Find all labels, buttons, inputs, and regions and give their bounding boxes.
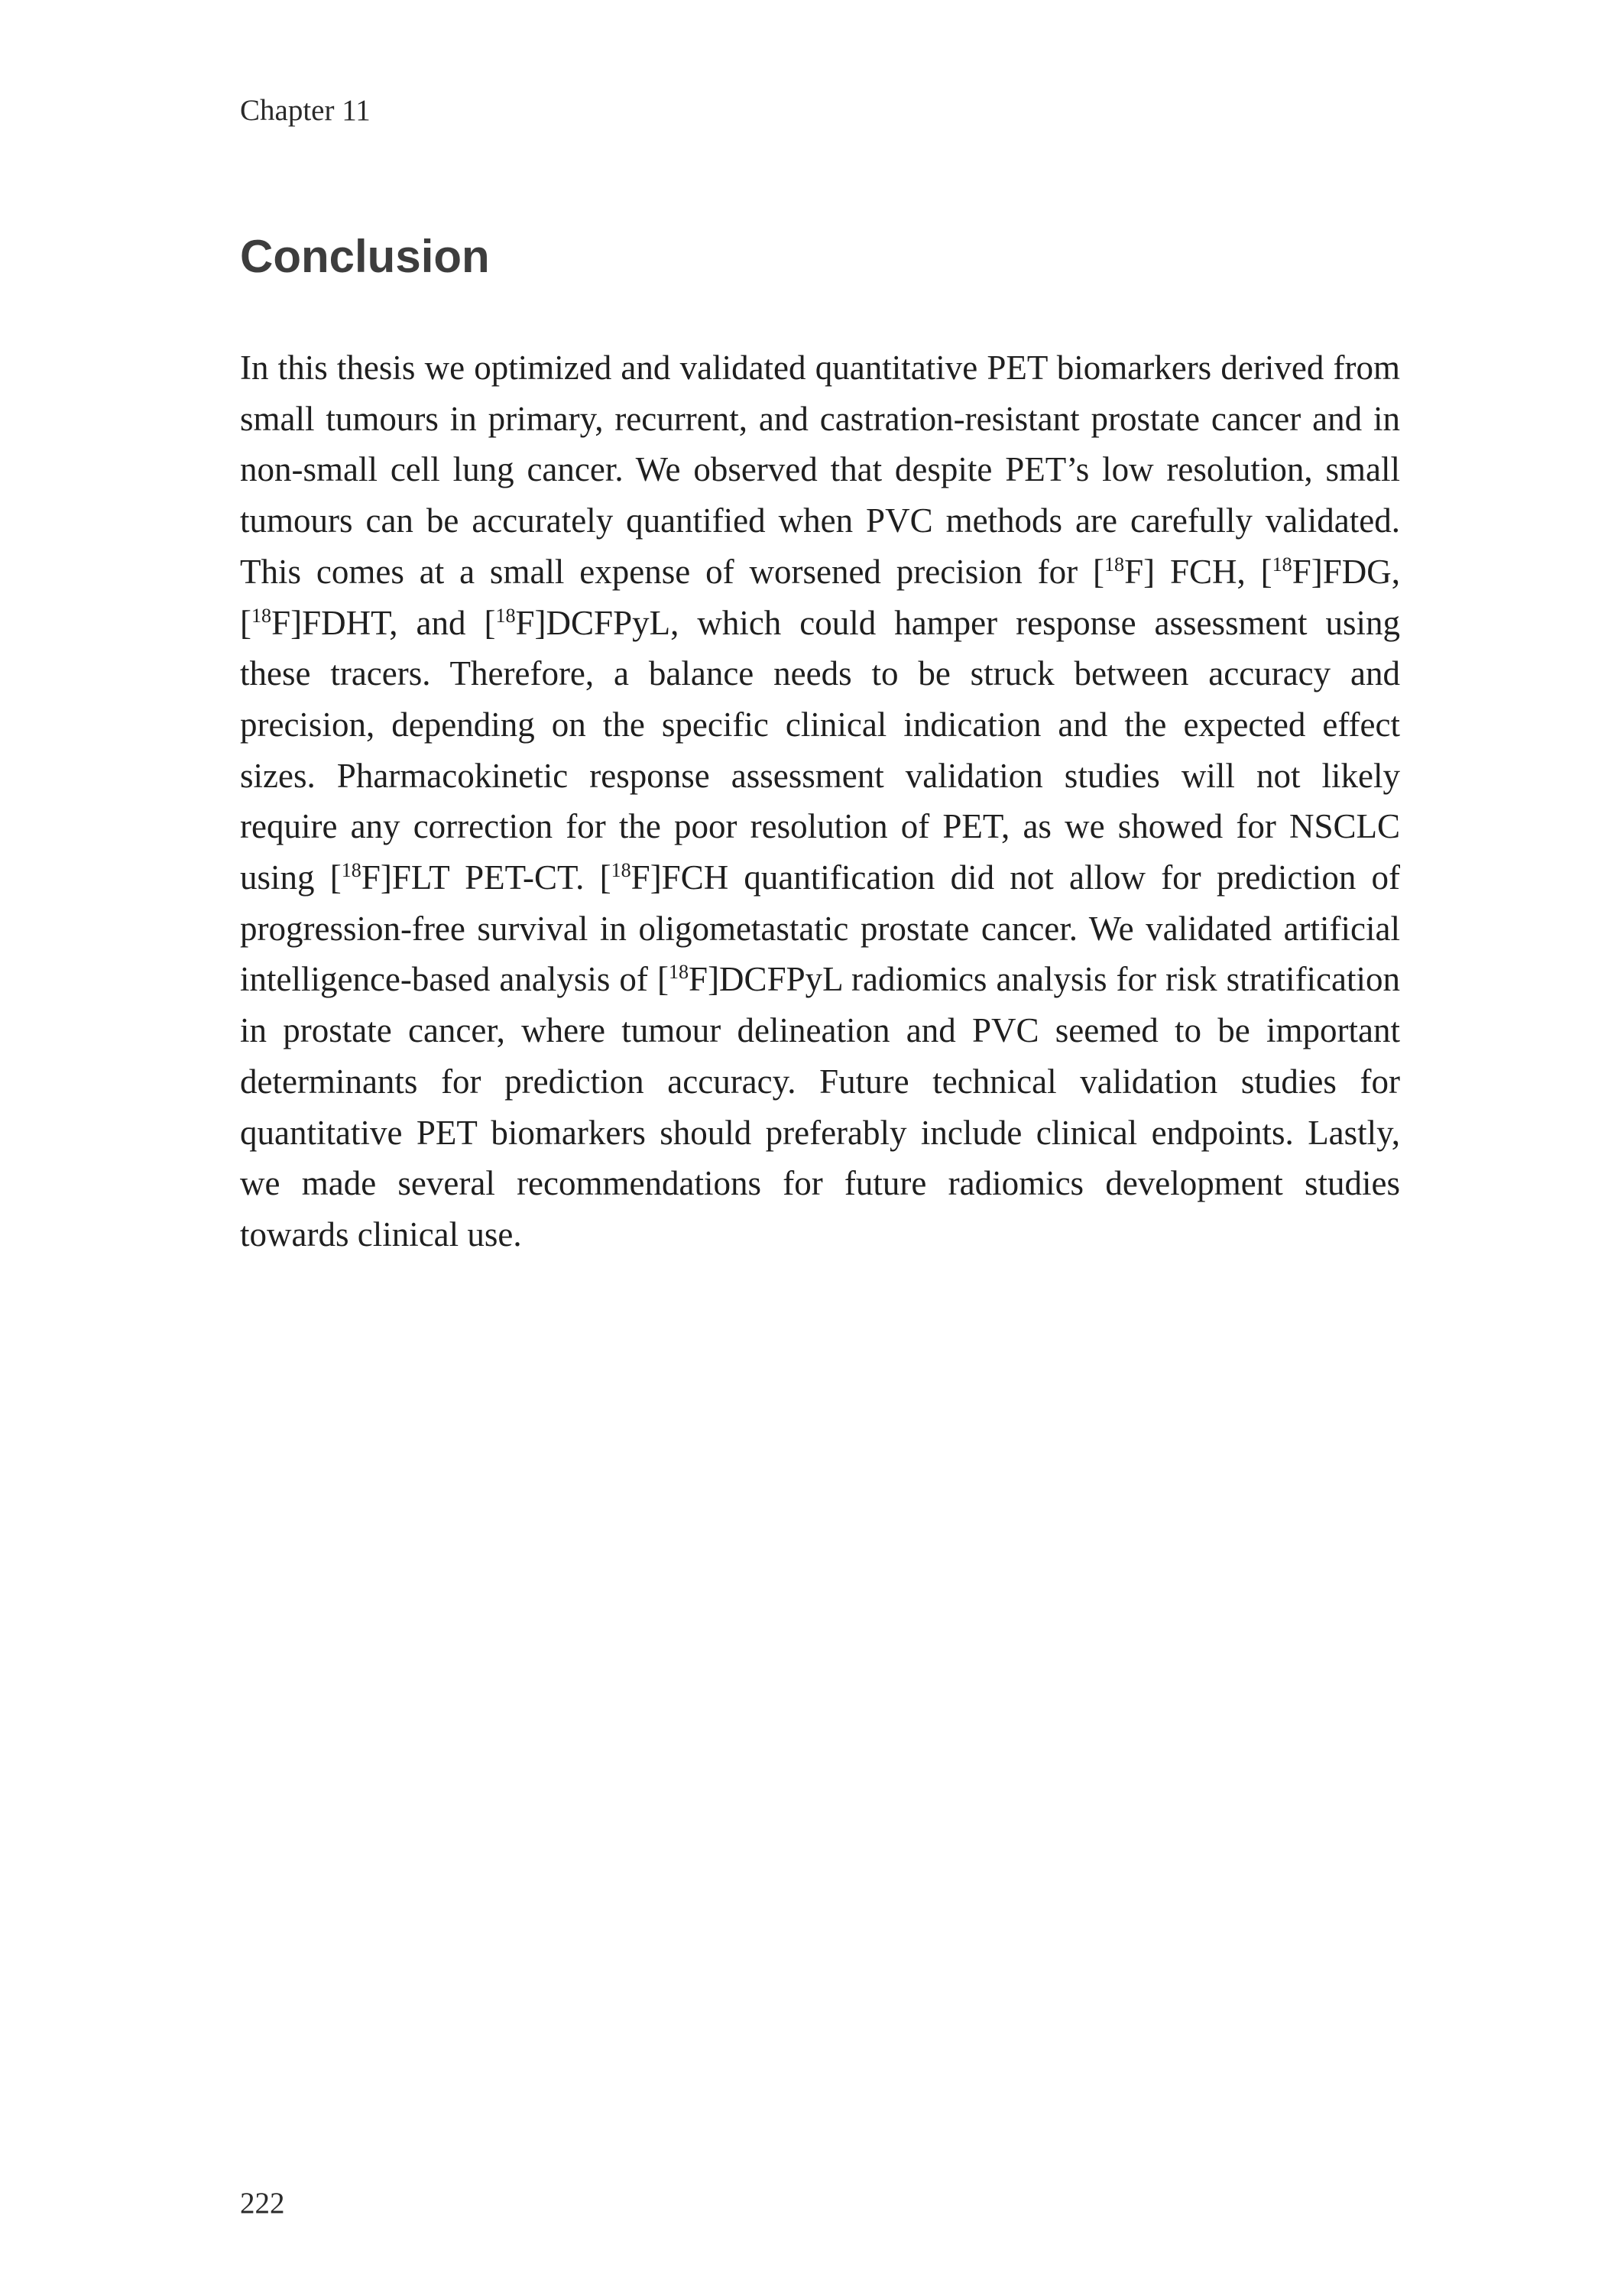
text-run: In this thesis we optimized and validated quantitative PET biomarkers derived from small tumours in primary, recurrent, and castration-resistant prostate cancer and in non-small cell lung cancer. We observed that despite PET’s low resolution, small tumours can be accurately quantified when PVC methods are carefully validated. This comes at a small expense of worsened precision for [ bbox=[240, 349, 1400, 591]
text-run: F]FDG, [ bbox=[240, 552, 1400, 642]
text-run: F]DCFPyL, which could hamper response assessment using these tracers. Therefore, a balance needs to be struck between accuracy and precision, depending on the specific clinical indication and the expected effect sizes. Pharmacokinetic response assessment validation studies will not likely require any correction for the poor resolution of PET, as we showed for NSCLC using [ bbox=[240, 603, 1400, 897]
isotope-superscript: 18 bbox=[341, 858, 361, 881]
isotope-superscript: 18 bbox=[495, 604, 516, 627]
isotope-superscript: 18 bbox=[1272, 553, 1292, 576]
isotope-superscript: 18 bbox=[251, 604, 272, 627]
text-run: F]FCH quantification did not allow for prediction of progression-free survival in oligometastatic prostate cancer. We validated artificial intelligence-based analysis of [ bbox=[240, 858, 1401, 999]
isotope-superscript: 18 bbox=[668, 961, 689, 984]
text-run: F]FDHT, and [ bbox=[271, 603, 496, 642]
page-number: 222 bbox=[240, 2187, 285, 2220]
isotope-superscript: 18 bbox=[1104, 553, 1125, 576]
text-run: F] FCH, [ bbox=[1124, 552, 1272, 591]
running-head: Chapter 11 bbox=[240, 94, 371, 127]
isotope-superscript: 18 bbox=[611, 858, 631, 881]
section-title: Conclusion bbox=[240, 231, 490, 282]
conclusion-paragraph bbox=[240, 342, 1400, 1260]
text-run: F]DCFPyL radiomics analysis for risk stratification in prostate cancer, where tumour delineation and PVC seemed to be important determinants for prediction accuracy. Future technical validation studies for quantitative PET biomarkers should preferably include clinical endpoints. Lastly, we made several recommendations for future radiomics development studies towards clinical use. bbox=[240, 960, 1401, 1254]
text-run: F]FLT PET-CT. [ bbox=[361, 858, 611, 897]
